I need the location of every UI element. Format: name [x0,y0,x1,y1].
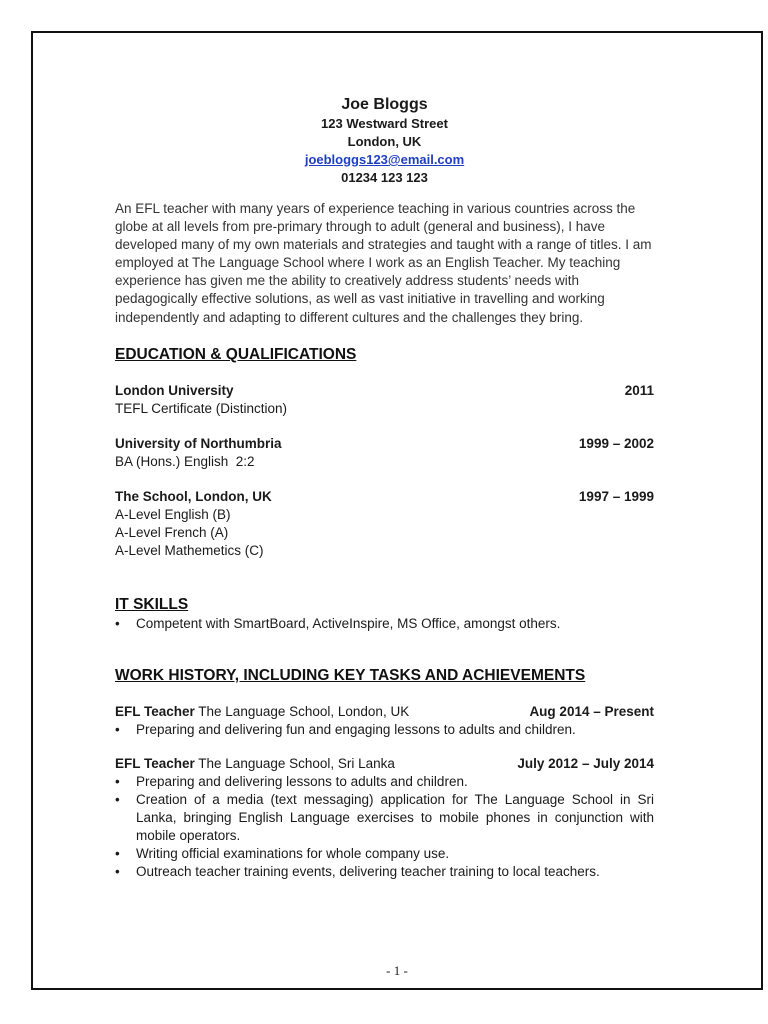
list-item: • Preparing and delivering lessons to adults and children. [115,773,654,791]
education-dates: 1997 – 1999 [578,488,654,504]
cv-header [115,95,654,187]
job-title: EFL Teacher [115,755,195,771]
education-heading: EDUCATION & QUALIFICATIONS [115,345,357,363]
qualification: BA (Hons.) English 2:2 [115,453,255,469]
page-number: - 1 - [386,963,408,978]
list-item: • Writing official examinations for whole company use. [115,845,654,863]
email-link[interactable]: joebloggs123@email.com [304,152,465,167]
job-entry [115,703,654,739]
qualification: A-Level French (A) [115,524,229,540]
job-dates: Aug 2014 – Present [529,703,654,719]
work-history-heading: WORK HISTORY, INCLUDING KEY TASKS AND ACHIEVEMENTS [115,666,586,684]
institution-name: The School, London, UK [115,488,272,504]
education-dates: 2011 [624,382,654,398]
list-item: • Competent with SmartBoard, ActiveInspire, MS Office, amongst others. [115,615,654,633]
job-employer: The Language School, Sri Lanka [194,755,395,771]
education-dates: 1999 – 2002 [578,435,654,451]
education-entry [115,382,654,418]
job-tasks [115,721,654,739]
profile-summary: An EFL teacher with many years of experience teaching in various countries across the globe at all levels from pre-primary through to adult (general and business), I have developed many of my own materials and strategies and taught with a range of titles. I am employed at The Language School where I work as an English Teacher. My teaching experience has given me the ability to creatively address students’ needs with pedagogically effective solutions, as well as vast initiative in travelling and working independently and adapting to different cultures and the challenges they bring. [115,201,652,325]
list-item: • Preparing and delivering fun and engaging lessons to adults and children. [115,721,654,739]
education-entry [115,488,654,560]
phone-number: 01234 123 123 [341,170,428,185]
institution-name: University of Northumbria [115,435,282,451]
job-dates: July 2012 – July 2014 [517,755,654,771]
institution-name: London University [115,382,234,398]
qualification: A-Level English (B) [115,506,231,522]
list-item: • Outreach teacher training events, delivering teacher training to local teachers. [115,863,654,881]
it-skills-list [115,615,654,633]
cv-content [115,95,654,881]
job-title: EFL Teacher [115,703,195,719]
applicant-name: Joe Bloggs [341,96,428,113]
job-entry [115,755,654,881]
qualification: A-Level Mathemetics (C) [115,542,264,558]
street-address: 123 Westward Street [321,116,448,131]
job-employer: The Language School, London, UK [194,703,410,719]
job-tasks [115,773,654,881]
qualification: TEFL Certificate (Distinction) [115,400,288,416]
list-item: • Creation of a media (text messaging) application for The Language School in Sri Lanka, bringing English Language exercises to mobile phones in conjunction with mobile operators. [115,791,654,845]
it-skills-heading: IT SKILLS [115,595,189,613]
page-border [31,31,763,990]
education-entry [115,435,654,471]
city-address: London, UK [347,134,422,149]
